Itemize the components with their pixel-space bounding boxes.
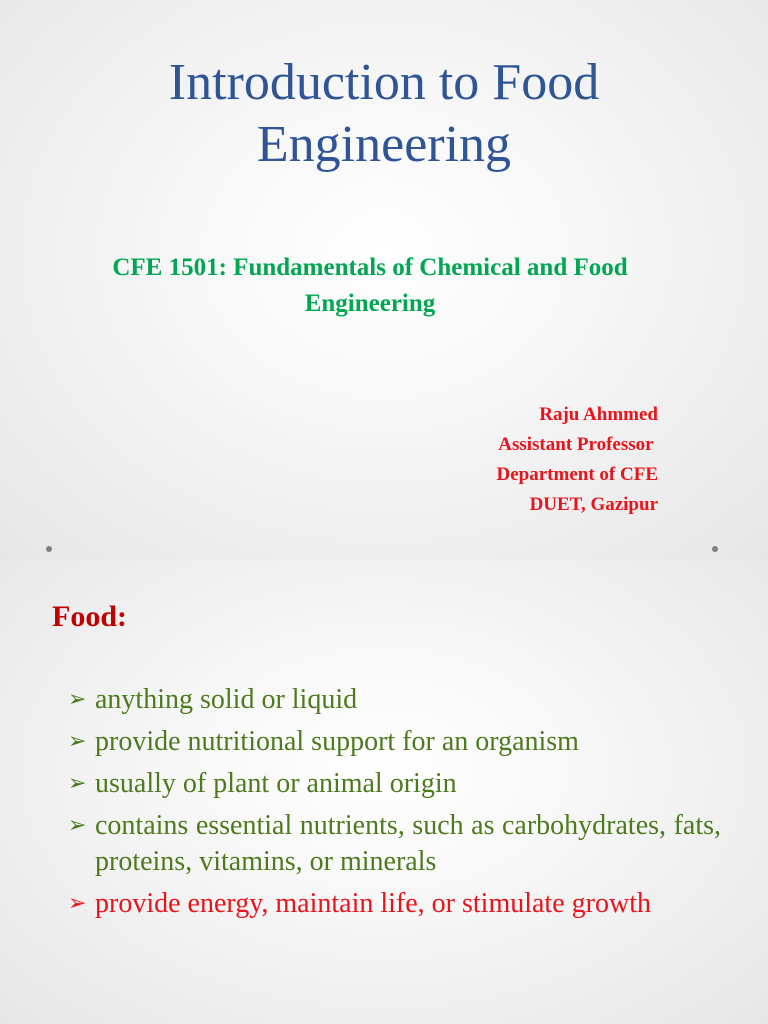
course-subtitle-line-2: Engineering [304,290,436,317]
list-item-text: provide energy, maintain life, or stimulate growth [95,888,651,919]
author-block [497,400,658,520]
list-item [68,724,721,760]
list-item-text: usually of plant or animal origin [95,768,457,799]
slide-title [0,52,768,176]
content-slide [0,560,768,1024]
slide-separator-dot-icon [46,546,52,552]
list-item [68,808,721,880]
slide-separator-dot-icon [712,546,718,552]
author-institution: DUET, Gazipur [529,494,658,515]
list-item [68,682,721,718]
arrow-bullet-icon: ➢ [68,813,87,838]
author-department: Department of CFE [496,464,658,485]
section-heading: Food: [52,600,127,633]
slide-title-line-2: Engineering [256,116,512,173]
list-item-text: provide nutritional support for an organism [95,726,579,757]
list-item-text: anything solid or liquid [95,684,358,715]
list-item [68,766,721,802]
course-subtitle-line-1: CFE 1501: Fundamentals of Chemical and Food [112,254,628,281]
arrow-bullet-icon: ➢ [68,891,87,916]
list-item-text: contains essential nutrients, such as carbohydrates, fats, proteins, vitamins, or minerals [95,810,721,877]
author-position: Assistant Professor [498,434,658,455]
slide-title-line-1: Introduction to Food [168,54,600,111]
author-name: Raju Ahmmed [539,404,658,425]
arrow-bullet-icon: ➢ [68,729,87,754]
arrow-bullet-icon: ➢ [68,687,87,712]
arrow-bullet-icon: ➢ [68,771,87,796]
list-item-highlight [68,886,721,922]
bullet-list [68,682,721,928]
course-subtitle [40,250,700,322]
